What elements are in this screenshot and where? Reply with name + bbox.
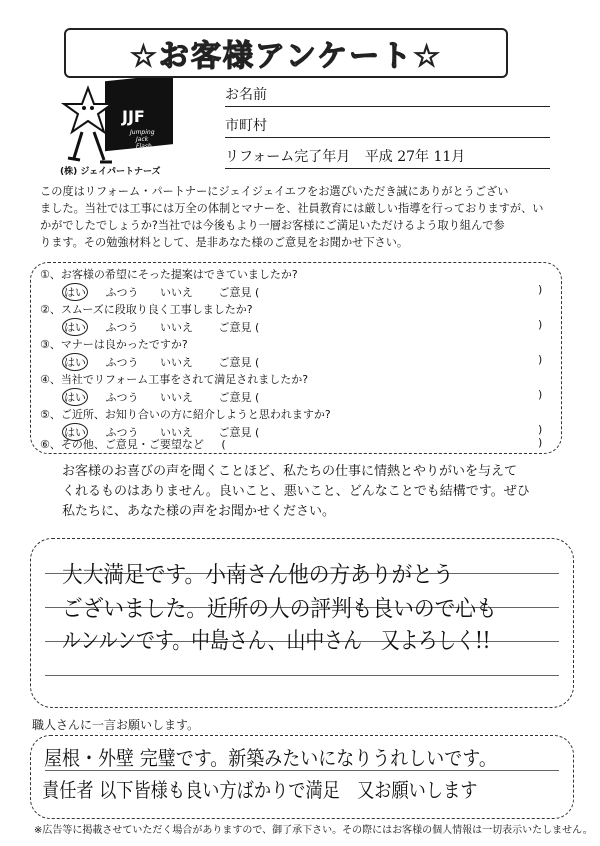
voice-handwritten-line-2: ございました。近所の人の評判も良いので心も — [62, 596, 497, 622]
opinion-close: ) — [538, 283, 543, 296]
voice-intro-line: くれるものはありません。良いこと、悪いこと、どんなことでも結構です。ぜひ — [62, 484, 530, 499]
option-no[interactable]: いいえ — [160, 321, 193, 334]
opinion-label: ご意見 ( — [218, 321, 260, 334]
name-label: お名前 — [225, 87, 267, 103]
logo-line-1: Jumping — [130, 129, 155, 136]
logo-line-3: Flash — [136, 143, 152, 150]
option-yes-selected[interactable]: はい — [62, 388, 88, 406]
craftsman-label: 職人さんに一言お願いします。 — [32, 718, 200, 732]
opinion-label: ご意見 ( — [218, 356, 260, 369]
option-yes-selected[interactable]: はい — [62, 353, 88, 371]
voice-intro-line: 私たちに、あなた様の声をお聞かせください。 — [62, 504, 336, 519]
question-4: ④、当社でリフォーム工事をされて満足されましたか? — [40, 373, 309, 386]
intro-line: この度はリフォーム・パートナーにジェイジェイエフをお選びいただき誠にありがとうござい — [40, 185, 509, 198]
question-2: ②、スムーズに段取り良く工事しましたか? — [40, 303, 253, 316]
answer-row-2 — [62, 318, 259, 336]
completion-value: 平成 27年 11月 — [364, 149, 466, 165]
opinion-label: ご意見 ( — [218, 426, 260, 439]
opinion-close: ) — [538, 436, 543, 449]
logo-line-2: Jack — [136, 136, 149, 143]
option-yes-selected[interactable]: はい — [62, 423, 88, 441]
opinion-close: ) — [538, 423, 543, 436]
page-title: ☆お客様アンケート☆ — [130, 39, 442, 74]
option-yes-selected[interactable]: はい — [62, 283, 88, 301]
answer-row-4 — [62, 388, 259, 406]
voice-handwritten-line-3: ルンルンです。中島さん、山中さん 又よろしく!! — [62, 628, 491, 654]
craftsman-handwritten-line-1: 屋根・外壁 完璧です。新築みたいになりうれしいです。 — [44, 746, 497, 770]
opinion-close: ) — [538, 388, 543, 401]
option-normal[interactable]: ふつう — [105, 321, 139, 334]
opinion-close: ) — [538, 353, 543, 366]
option-no[interactable]: いいえ — [160, 426, 193, 439]
question-6 — [40, 436, 226, 452]
question-3: ③、マナーは良かったですか? — [40, 338, 188, 351]
company-logo — [60, 78, 200, 172]
opinion-label: ご意見 ( — [218, 286, 260, 299]
question-5: ⑤、ご近所、お知り合いの方に紹介しようと思われますか? — [40, 408, 331, 421]
opinion-close: ) — [538, 318, 543, 331]
company-name: (株) ジェイパートナーズ — [60, 167, 161, 177]
opinion-open: ( — [221, 438, 226, 451]
voice-intro-line: お客様のお喜びの声を聞くことほど、私たちの仕事に情熱とやりがいを与えて — [62, 464, 518, 479]
option-normal[interactable]: ふつう — [105, 356, 139, 369]
option-normal[interactable]: ふつう — [105, 286, 139, 299]
question-6-label: ⑥、その他、ご意見・ご要望など — [40, 438, 204, 451]
intro-line: かがでしたでしょうか?当社では今後もより一層お客様にご満足いただけるよう取り組んで参 — [40, 219, 505, 232]
city-field[interactable] — [225, 115, 550, 138]
completion-field[interactable] — [225, 146, 550, 169]
option-yes-selected[interactable]: はい — [62, 318, 88, 336]
voice-handwritten-line-1: 大大満足です。小南さん他の方ありがとう — [62, 562, 454, 588]
option-no[interactable]: いいえ — [160, 356, 193, 369]
craftsman-handwritten-line-2: 責任者 以下皆様も良い方ばかりで満足 又お願いします — [42, 778, 478, 802]
voice-intro — [62, 462, 562, 522]
intro-paragraph — [40, 183, 560, 251]
title-banner — [64, 28, 508, 78]
option-no[interactable]: いいえ — [160, 391, 193, 404]
answer-row-1 — [62, 283, 259, 301]
intro-line: ました。当社では工事には万全の体制とマナーを、社員教育には厳しい指導を行っておりますが、い — [40, 202, 544, 215]
question-1: ①、お客様の希望にそった提案はできていましたか? — [40, 268, 298, 281]
completion-label: リフォーム完了年月 — [225, 149, 351, 165]
option-normal[interactable]: ふつう — [105, 391, 139, 404]
option-normal[interactable]: ふつう — [105, 426, 139, 439]
name-field[interactable] — [225, 84, 550, 107]
answer-row-3 — [62, 353, 259, 371]
footer-note: ※広告等に掲載させていただく場合がありますので、御了承下さい。その際にはお客様の個人情報は一切表示いたしません。 — [34, 825, 593, 836]
intro-line: ります。その勉強材料として、是非あなた様のご意見をお聞かせ下さい。 — [40, 236, 409, 249]
opinion-label: ご意見 ( — [218, 391, 260, 404]
option-no[interactable]: いいえ — [160, 286, 193, 299]
logo-letters: JJF — [122, 107, 145, 126]
city-label: 市町村 — [225, 118, 267, 134]
